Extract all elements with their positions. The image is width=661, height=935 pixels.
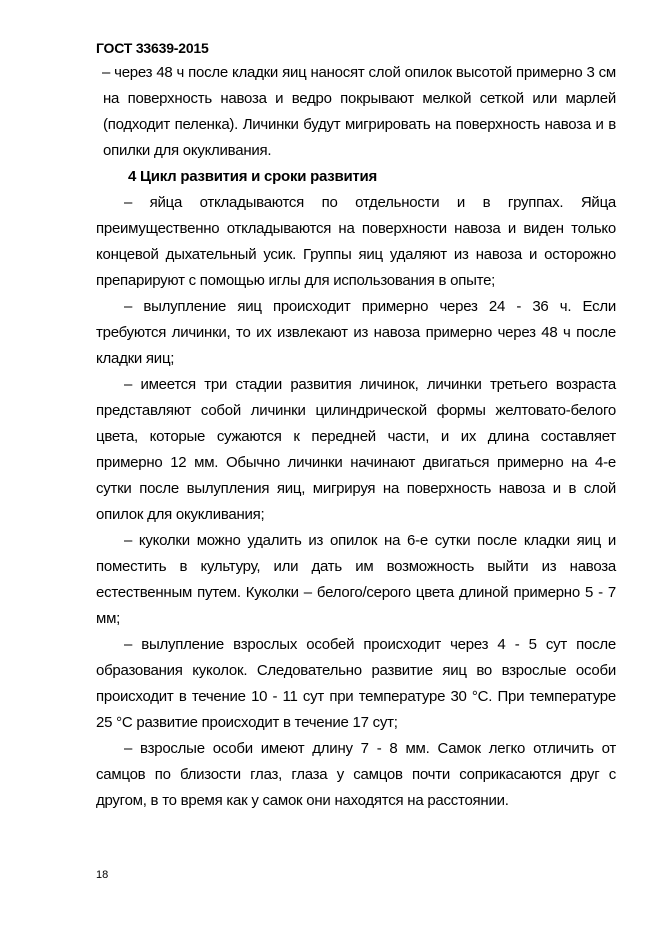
list-item: – имеется три стадии развития личинок, личинки третьего возраста представляют собой личинки цилиндрической формы желтовато-белого цвета, которые сужаются к передней части, и их длина составляет примерно 12 мм. Обычно личинки начинают двигаться примерно на 4-е сутки после вылупления яиц, мигрируя на поверхность навоза и в слой опилок для окукливания;	[96, 376, 616, 523]
continued-list-item: – через 48 ч после кладки яиц наносят слой опилок высотой примерно 3 см на поверхность навоза и ведро покрывают мелкой сеткой или марлей (подходит пеленка). Личинки будут мигрировать на поверхность навоза и в опилки для окукливания.	[102, 64, 616, 159]
document-body	[96, 60, 616, 814]
section-heading: 4 Цикл развития и сроки развития	[128, 168, 378, 185]
list-item: – вылупление взрослых особей происходит через 4 - 5 сут после образования куколок. Следовательно развитие яиц во взрослые особи происходит в течение 10 - 11 сут при температуре 30 °С. При температуре 25 °С развитие происходит в течение 17 сут;	[96, 636, 616, 731]
document-header	[96, 40, 209, 56]
list-item: – вылупление яиц происходит примерно через 24 - 36 ч. Если требуются личинки, то их извлекают из навоза примерно через 48 ч после кладки яиц;	[96, 298, 616, 367]
standard-number: ГОСТ 33639-2015	[96, 40, 209, 56]
list-item: – яйца откладываются по отдельности и в группах. Яйца преимущественно откладываются на поверхности навоза и виден только концевой дыхательный усик. Группы яиц удаляют из навоза и осторожно препарируют с помощью иглы для использования в опыте;	[96, 194, 616, 289]
list-item: – куколки можно удалить из опилок на 6-е сутки после кладки яиц и поместить в культуру, или дать им возможность выйти из навоза естественным путем. Куколки – белого/серого цвета длиной примерно 5 - 7 мм;	[96, 532, 616, 627]
page-number: 18	[96, 869, 109, 881]
list-item: – взрослые особи имеют длину 7 - 8 мм. Самок легко отличить от самцов по близости глаз, глаза у самцов почти соприкасаются друг с другом, в то время как у самок они находятся на расстоянии.	[96, 740, 616, 809]
